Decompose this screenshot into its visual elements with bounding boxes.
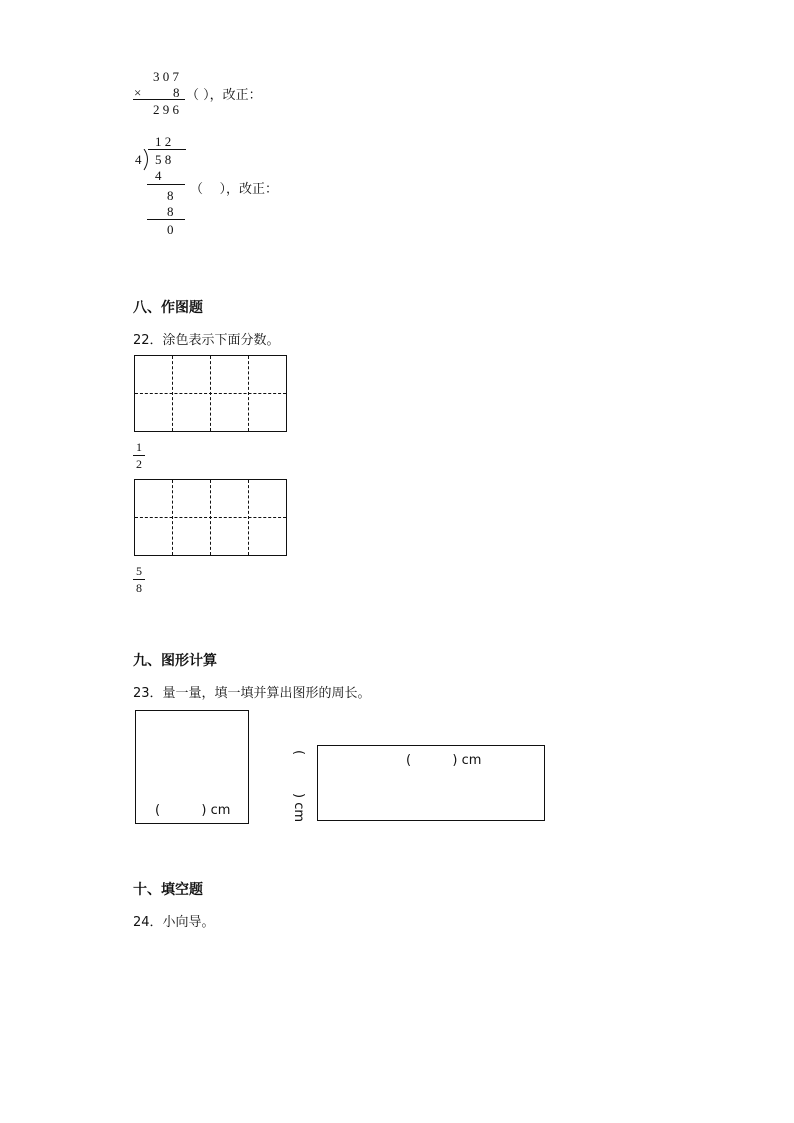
mult-factor: 8 [173,85,180,100]
grid-2-row-line [135,517,286,518]
fraction-grid-1[interactable] [134,355,287,432]
section-10-title: 十、填空题 [133,882,203,898]
div-remainder: 0 [167,222,174,237]
fraction-2-denominator: 8 [136,581,142,595]
section-8-title: 八、作图题 [133,300,203,316]
mult-sign: × [134,85,142,100]
fraction-2-numerator: 5 [136,564,142,578]
fraction-label-2 [133,565,145,594]
question-24: 24．小向导。 [133,915,215,930]
div-rule-1 [147,184,185,185]
mult-judge-blank[interactable]: （ ），改正： [186,88,262,103]
div-divisor: 4 [135,152,142,167]
mult-rule [133,99,185,100]
fraction-1-bar [133,455,145,456]
div-step2: 8 [167,188,174,203]
rect-top-length-blank[interactable]: ( ) cm [406,753,482,768]
question-22: 22．涂色表示下面分数。 [133,333,280,348]
div-bracket-top [148,149,186,150]
div-dividend: 5 8 [155,152,172,167]
fraction-1-denominator: 2 [136,457,142,471]
fraction-2-bar [133,579,145,580]
fraction-label-1 [133,441,145,470]
div-rule-2 [147,219,185,220]
div-step3: 8 [167,204,174,219]
div-step1: 4 [155,168,162,183]
question-23: 23．量一量，填一填并算出图形的周长。 [133,686,371,701]
div-bracket-curve [142,149,152,171]
div-quotient: 1 2 [155,134,172,149]
rect-side-length-blank[interactable]: ) cm [291,793,306,823]
section-9-title: 九、图形计算 [133,653,217,669]
grid-1-row-line [135,393,286,394]
square-length-blank[interactable]: ( ) cm [155,803,231,818]
mult-top-number: 3 0 7 [153,69,179,84]
fraction-1-numerator: 1 [136,440,142,454]
fraction-grid-2[interactable] [134,479,287,556]
div-judge-blank[interactable]: （ ），改正： [190,182,279,197]
rect-side-open-paren: ( [291,750,306,756]
mult-result: 2 9 6 [153,102,179,117]
